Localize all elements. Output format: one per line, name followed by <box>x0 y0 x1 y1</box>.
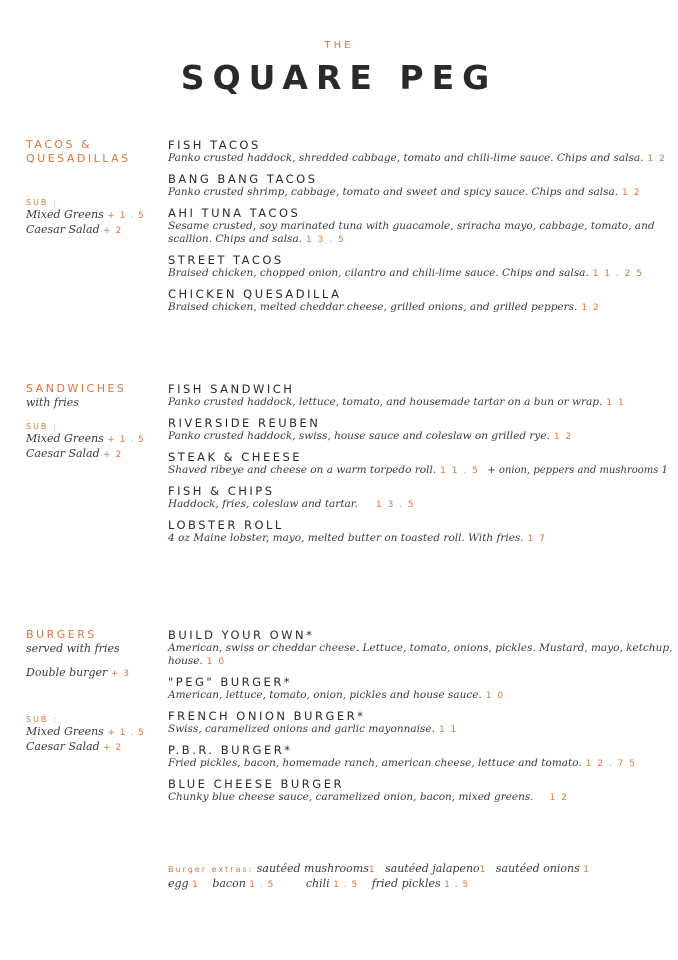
menu-items <box>168 628 676 811</box>
item-description <box>168 186 676 200</box>
sub-option <box>26 740 161 755</box>
item-name: CHICKEN QUESADILLA <box>168 287 342 301</box>
menu-items <box>168 138 676 321</box>
extra-name: sautéed mushrooms <box>256 862 369 875</box>
item-price: 1 2 <box>549 793 569 803</box>
sub-label: SUB : <box>26 715 58 724</box>
item-desc-text: Panko crusted shrimp, cabbage, tomato and sweet and spicy sauce. Chips and salsa. <box>168 186 619 198</box>
item-name: BUILD YOUR OWN* <box>168 628 315 642</box>
extra-price: 1 <box>192 880 199 890</box>
menu-item <box>168 675 676 703</box>
menu-item <box>168 628 676 669</box>
extra-item <box>212 877 274 890</box>
sub-label: SUB : <box>26 422 58 431</box>
item-desc-text: Braised chicken, chopped onion, cilantro and chili-lime sauce. Chips and salsa. <box>168 267 589 279</box>
restaurant-title: SQUARE PEG <box>180 58 498 97</box>
item-price: 1 0 <box>206 657 226 667</box>
extra-price: 1 <box>479 865 487 875</box>
double-burger-option <box>26 666 161 681</box>
sub-option-price: + 1 . 5 <box>107 211 145 221</box>
item-desc-text: American, lettuce, tomato, onion, pickles and house sauce. <box>168 689 482 701</box>
item-name: FISH SANDWICH <box>168 382 295 396</box>
extra-price: 1 <box>368 865 376 875</box>
sub-label: SUB : <box>26 198 58 207</box>
sub-option <box>26 447 161 462</box>
extra-name: sautéed onions <box>495 862 580 875</box>
item-name: BANG BANG TACOS <box>168 172 318 186</box>
item-desc-text: Chunky blue cheese sauce, caramelized onion, bacon, mixed greens. <box>168 791 534 803</box>
item-desc-text: 4 oz Maine lobster, mayo, melted butter on toasted roll. With fries. <box>168 532 524 544</box>
menu-item <box>168 287 676 315</box>
sub-option-price: + 1 . 5 <box>107 728 145 738</box>
menu-item <box>168 416 676 444</box>
item-description <box>168 498 676 512</box>
menu-item <box>168 518 676 546</box>
extras-label: Burger extras: <box>168 865 254 874</box>
item-price: 1 3 . 5 <box>306 235 346 245</box>
item-desc-text: Panko crusted haddock, lettuce, tomato, and housemade tartar on a bun or wrap. <box>168 396 603 408</box>
item-description <box>168 532 676 546</box>
extra-name: bacon <box>212 877 246 890</box>
sub-option-name: Double burger <box>26 666 108 679</box>
menu-item <box>168 172 676 200</box>
extra-price: 1 . 5 <box>333 880 359 890</box>
item-price: 1 0 <box>485 691 505 701</box>
item-price: 1 1 . 2 5 <box>592 269 644 279</box>
sub-option <box>26 223 161 238</box>
sub-option-price: + 3 <box>110 669 130 679</box>
sub-option-name: Mixed Greens <box>26 725 104 738</box>
item-name: FISH TACOS <box>168 138 261 152</box>
section-sidebar <box>26 628 161 755</box>
extra-item <box>385 862 486 875</box>
sub-option-price: + 1 . 5 <box>107 435 145 445</box>
item-description <box>168 220 676 247</box>
item-price: 1 2 <box>581 303 601 313</box>
category-title: SANDWICHES <box>26 382 127 395</box>
extra-item <box>168 877 199 890</box>
item-price: 1 1 <box>438 725 458 735</box>
extra-name: sautéed jalapeno <box>385 862 480 875</box>
extra-price: 1 . 5 <box>444 880 470 890</box>
item-price: 1 2 <box>553 432 573 442</box>
item-desc-text: Panko crusted haddock, swiss, house sauce and coleslaw on grilled rye. <box>168 430 550 442</box>
header-the: THE <box>324 40 354 51</box>
item-description <box>168 301 676 315</box>
sub-option-price: + 2 <box>103 743 123 753</box>
extra-price: 1 . 5 <box>249 880 275 890</box>
sub-option-name: Mixed Greens <box>26 208 104 221</box>
item-description <box>168 152 676 166</box>
item-price: 1 1 . 5 <box>440 466 480 476</box>
item-name: STEAK & CHEESE <box>168 450 303 464</box>
category-subtitle: served with fries <box>26 642 120 655</box>
item-description <box>168 267 676 281</box>
sub-option-name: Caesar Salad <box>26 223 100 236</box>
sub-option <box>26 208 161 223</box>
menu-item <box>168 253 676 281</box>
item-desc-text: American, swiss or cheddar cheese. Lettuce, tomato, onions, pickles. Mustard, mayo, ketchup, house. <box>168 642 673 667</box>
item-desc-text: Swiss, caramelized onions and garlic mayonnaise. <box>168 723 435 735</box>
item-desc-text: Braised chicken, melted cheddar cheese, grilled onions, and grilled peppers. <box>168 301 578 313</box>
extra-item <box>372 877 470 890</box>
menu-item <box>168 743 676 771</box>
item-name: BLUE CHEESE BURGER <box>168 777 344 791</box>
extra-item <box>496 862 590 875</box>
item-price: 1 2 <box>647 154 667 164</box>
category-subtitle: with fries <box>26 396 79 409</box>
menu-item <box>168 206 676 247</box>
menu-item <box>168 484 676 512</box>
sub-option-price: + 2 <box>103 450 123 460</box>
item-desc-text: Fried pickles, bacon, homemade ranch, american cheese, lettuce and tomato. <box>168 757 582 769</box>
menu-item <box>168 777 676 805</box>
sub-option <box>26 432 161 447</box>
menu-items <box>168 382 676 552</box>
item-desc-text: Haddock, fries, coleslaw and tartar. <box>168 498 359 510</box>
sub-option-name: Mixed Greens <box>26 432 104 445</box>
extra-item <box>257 862 376 875</box>
item-description <box>168 464 676 478</box>
item-price: 1 3 . 5 <box>376 500 416 510</box>
extra-name: fried pickles <box>371 877 441 890</box>
item-description <box>168 791 676 805</box>
item-name: "PEG" BURGER* <box>168 675 293 689</box>
menu-item <box>168 450 676 478</box>
item-name: FRENCH ONION BURGER* <box>168 709 366 723</box>
item-price: 1 2 <box>622 188 641 198</box>
item-desc-text: Panko crusted haddock, shredded cabbage, tomato and chili-lime sauce. Chips and salsa. <box>168 152 644 164</box>
item-description <box>168 757 676 771</box>
item-description <box>168 430 676 444</box>
item-name: LOBSTER ROLL <box>168 518 284 532</box>
item-desc-text: Sesame crusted, soy marinated tuna with guacamole, sriracha mayo, cabbage, tomato, and scallion. Chips and salsa. <box>168 220 655 245</box>
item-price: 1 1 <box>606 398 626 408</box>
item-name: FISH & CHIPS <box>168 484 275 498</box>
sub-option-name: Caesar Salad <box>26 740 100 753</box>
sub-option-name: Caesar Salad <box>26 447 100 460</box>
extra-name: chili <box>305 877 330 890</box>
menu-item <box>168 382 676 410</box>
item-desc-text: Shaved ribeye and cheese on a warm torpedo roll. <box>168 464 437 476</box>
section-sidebar <box>26 382 161 462</box>
category-title: BURGERS <box>26 628 97 641</box>
item-name: STREET TACOS <box>168 253 284 267</box>
item-name: P.B.R. BURGER* <box>168 743 293 757</box>
extra-name: egg <box>168 877 189 890</box>
item-name: RIVERSIDE REUBEN <box>168 416 321 430</box>
extra-price: 1 <box>583 865 590 875</box>
item-description <box>168 723 676 737</box>
item-description <box>168 396 676 410</box>
item-description <box>168 642 676 669</box>
burger-extras <box>168 862 668 892</box>
section-sidebar <box>26 138 161 238</box>
extra-item <box>306 877 358 890</box>
menu-item <box>168 709 676 737</box>
sub-option-price: + 2 <box>103 226 123 236</box>
sub-option <box>26 725 161 740</box>
item-price: 1 2 . 7 5 <box>585 759 637 769</box>
menu-item <box>168 138 676 166</box>
item-name: AHI TUNA TACOS <box>168 206 301 220</box>
item-addon: + onion, peppers and mushrooms 1 <box>487 465 668 476</box>
item-description <box>168 689 676 703</box>
category-title: TACOS & QUESADILLAS <box>26 138 131 165</box>
item-price: 1 7 <box>527 534 547 544</box>
